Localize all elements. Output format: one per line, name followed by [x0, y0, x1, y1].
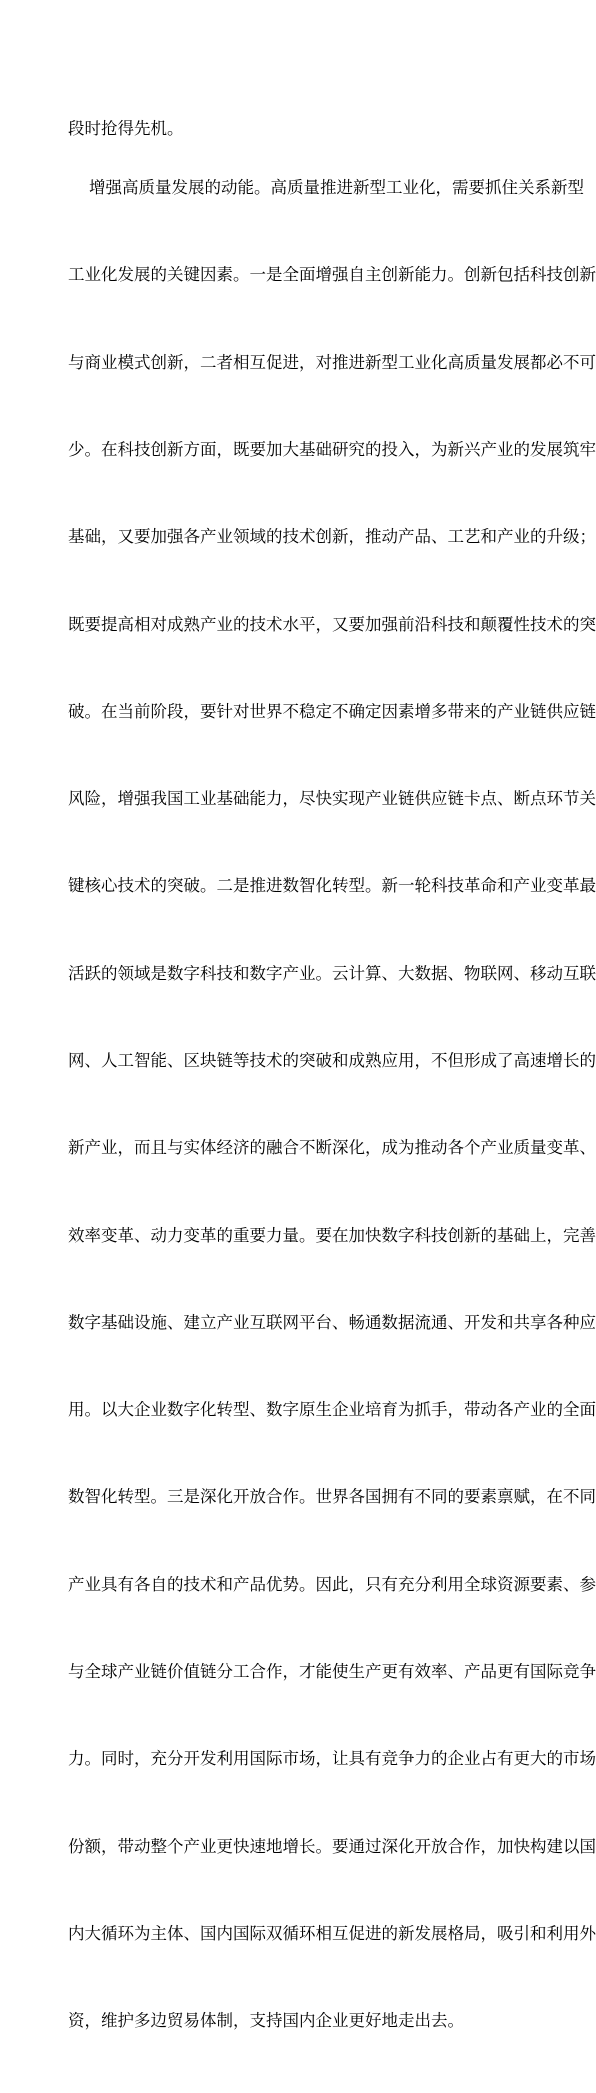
- text-line: 少。在科技创新方面，既要加大基础研究的投入，为新兴产业的发展筑牢: [68, 440, 596, 460]
- text-line: 力。同时，充分开发利用国际市场，让具有竞争力的企业占有更大的市场: [68, 1749, 596, 1769]
- text-line: 资，维护多边贸易体制，支持国内企业更好地走出去。: [68, 2011, 464, 2031]
- text-line: 效率变革、动力变革的重要力量。要在加快数字科技创新的基础上，完善: [68, 1225, 596, 1245]
- text-line: 工业化发展的关键因素。一是全面增强自主创新能力。创新包括科技创新: [68, 265, 596, 285]
- text-line: 既要提高相对成熟产业的技术水平，又要加强前沿科技和颠覆性技术的突: [68, 614, 596, 634]
- text-line: 风险，增强我国工业基础能力，尽快实现产业链供应链卡点、断点环节关: [68, 789, 596, 809]
- text-line: 键核心技术的突破。二是推进数智化转型。新一轮科技革命和产业变革最: [68, 876, 596, 896]
- text-line: 破。在当前阶段，要针对世界不稳定不确定因素增多带来的产业链供应链: [68, 701, 596, 721]
- text-line: 与全球产业链价值链分工合作，才能使生产更有效率、产品更有国际竞争: [68, 1661, 596, 1681]
- text-line: 数智化转型。三是深化开放合作。世界各国拥有不同的要素禀赋，在不同: [68, 1487, 596, 1507]
- text-line: 与商业模式创新，二者相互促进，对推进新型工业化高质量发展都必不可: [68, 352, 596, 372]
- text-line: 新产业，而且与实体经济的融合不断深化，成为推动各个产业质量变革、: [68, 1138, 596, 1158]
- text-line: 数字基础设施、建立产业互联网平台、畅通数据流通、开发和共享各种应: [68, 1312, 596, 1332]
- text-line: 基础，又要加强各产业领域的技术创新，推动产品、工艺和产业的升级；: [68, 527, 596, 547]
- paragraph-main: [68, 115, 596, 2093]
- text-line: 用。以大企业数字化转型、数字原生企业培育为抓手，带动各产业的全面: [68, 1400, 596, 1420]
- text-line: 份额，带动整个产业更快速地增长。要通过深化开放合作，加快构建以国: [68, 1836, 596, 1856]
- text-line: 增强高质量发展的动能。高质量推进新型工业化，需要抓住关系新型: [68, 178, 584, 198]
- text-line: 产业具有各自的技术和产品优势。因此，只有充分利用全球资源要素、参: [68, 1574, 596, 1594]
- text-line: 活跃的领域是数字科技和数字产业。云计算、大数据、物联网、移动互联: [68, 963, 596, 983]
- text-line: 内大循环为主体、国内国际双循环相互促进的新发展格局，吸引和利用外: [68, 1923, 596, 1943]
- text-line: 网、人工智能、区块链等技术的突破和成熟应用，不但形成了高速增长的: [68, 1051, 596, 1070]
- text-line: 段时抢得先机。: [68, 119, 184, 139]
